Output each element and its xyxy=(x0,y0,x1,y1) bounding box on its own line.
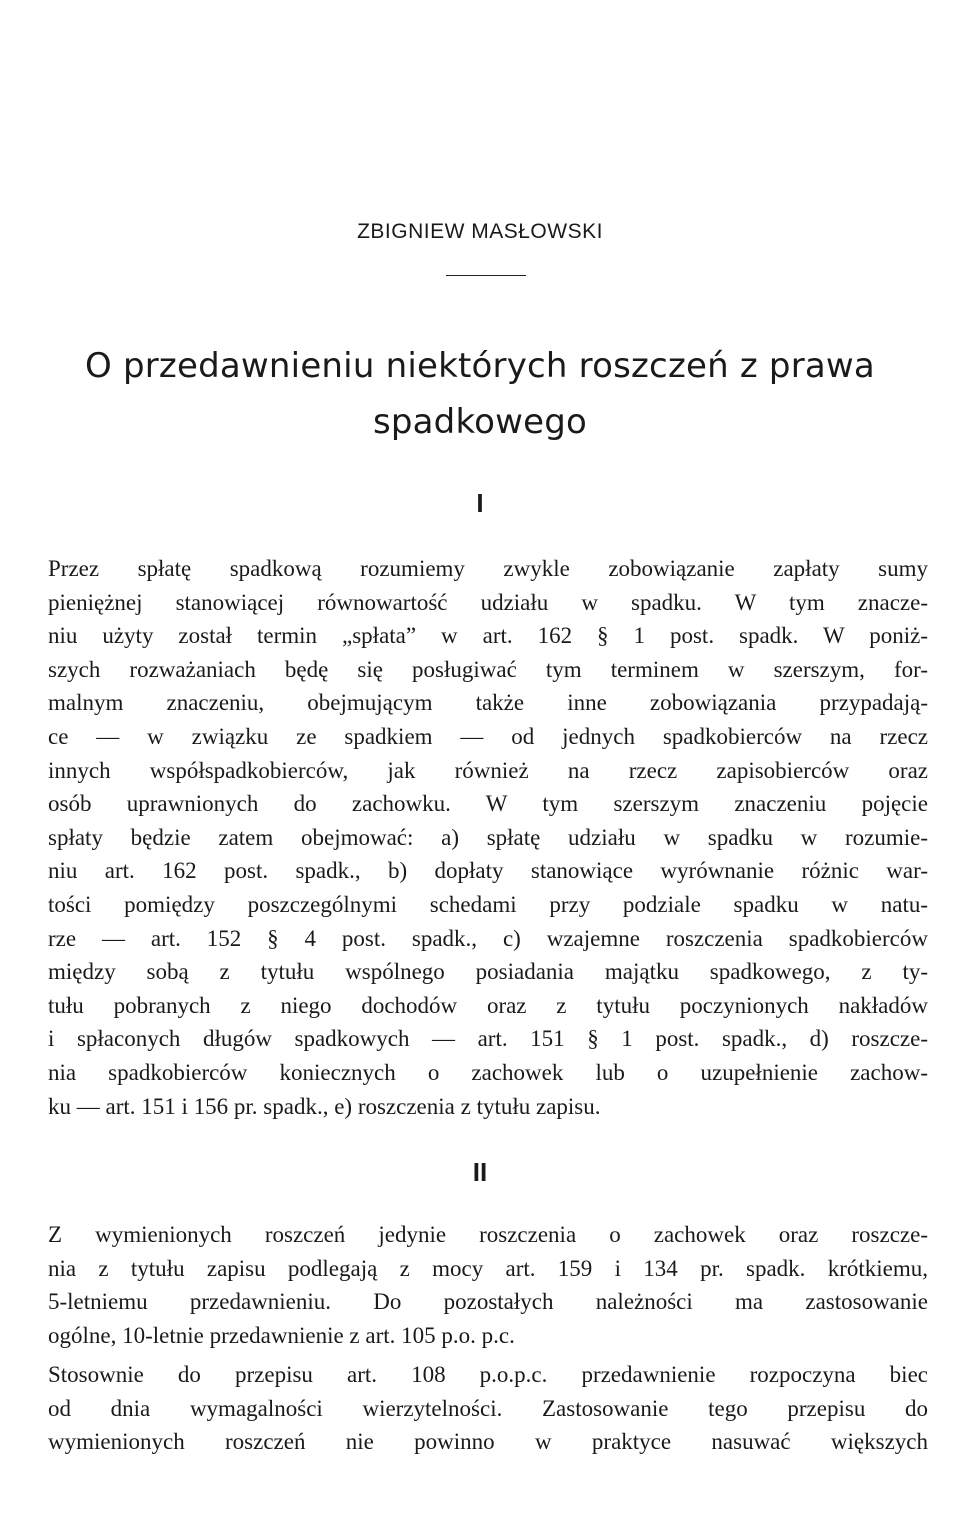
paragraph-line: niu użyty został termin „spłata” w art. 162 § 1 post. spadk. W poniż- xyxy=(48,623,928,649)
paragraph-line: pieniężnej stanowiącej równowartość udziału w spadku. W tym znacze- xyxy=(48,589,928,615)
paragraph-line: między sobą z tytułu wspólnego posiadania majątku spadkowego, z ty- xyxy=(48,959,928,985)
paragraph-line: tułu pobranych z niego dochodów oraz z tytułu poczynionych nakładów xyxy=(48,992,928,1018)
section-number-2: II xyxy=(472,1157,488,1187)
title-line-2: spadkowego xyxy=(372,402,588,442)
article-title xyxy=(0,338,960,450)
section-2-paragraph-1 xyxy=(48,1218,928,1352)
title-line-1: O przedawnieniu niektórych roszczeń z prawa xyxy=(85,346,875,386)
paragraph-line: i spłaconych długów spadkowych — art. 151 § 1 post. spadk., d) roszcze- xyxy=(48,1026,928,1052)
section-number-1: I xyxy=(476,488,484,518)
paragraph-line: szych rozważaniach będę się posługiwać tym terminem w szerszym, for- xyxy=(48,656,928,682)
paragraph-line: osób uprawnionych do zachowku. W tym szerszym znaczeniu pojęcie xyxy=(48,791,928,817)
paragraph-line: tości pomiędzy poszczególnymi schedami przy podziale spadku w natu- xyxy=(48,891,928,917)
paragraph-line: ogólne, 10-letnie przedawnienie z art. 105 p.o. p.c. xyxy=(48,1322,515,1348)
paragraph-line: ku — art. 151 i 156 pr. spadk., e) roszczenia z tytułu zapisu. xyxy=(48,1093,601,1119)
paragraph-line: nia z tytułu zapisu podlegają z mocy art. 159 i 134 pr. spadk. krótkiemu, xyxy=(48,1255,928,1281)
paragraph-line: spłaty będzie zatem obejmować: a) spłatę udziału w spadku w rozumie- xyxy=(48,824,928,850)
author-name: ZBIGNIEW MASŁOWSKI xyxy=(357,220,603,243)
paragraph-line: ce — w związku ze spadkiem — od jednych spadkobierców na rzecz xyxy=(48,723,928,749)
paragraph-line: Stosownie do przepisu art. 108 p.o.p.c. przedawnienie rozpoczyna biec xyxy=(48,1362,928,1387)
paragraph-line: niu art. 162 post. spadk., b) dopłaty stanowiące wyrównanie różnic war- xyxy=(48,858,928,884)
section-2-paragraph-2 xyxy=(48,1358,928,1459)
paragraph-line: rze — art. 152 § 4 post. spadk., c) wzajemne roszczenia spadkobierców xyxy=(48,925,928,951)
paragraph-line: 5-letniemu przedawnieniu. Do pozostałych należności ma zastosowanie xyxy=(48,1289,928,1315)
paragraph-line: wymienionych roszczeń nie powinno w praktyce nasuwać większych xyxy=(48,1429,928,1455)
paragraph-line: innych współspadkobierców, jak również na rzecz zapisobierców oraz xyxy=(48,757,928,783)
title-divider xyxy=(446,275,526,276)
section-1-paragraph xyxy=(48,552,928,1123)
paragraph-line: Z wymienionych roszczeń jedynie roszczenia o zachowek oraz roszcze- xyxy=(48,1222,928,1247)
paragraph-line: od dnia wymagalności wierzytelności. Zastosowanie tego przepisu do xyxy=(48,1395,928,1421)
paragraph-line: Przez spłatę spadkową rozumiemy zwykle zobowiązanie zapłaty sumy xyxy=(48,556,928,581)
paragraph-line: nia spadkobierców koniecznych o zachowek lub o uzupełnienie zachow- xyxy=(48,1059,928,1085)
paragraph-line: malnym znaczeniu, obejmującym także inne zobowiązania przypadają- xyxy=(48,690,928,716)
